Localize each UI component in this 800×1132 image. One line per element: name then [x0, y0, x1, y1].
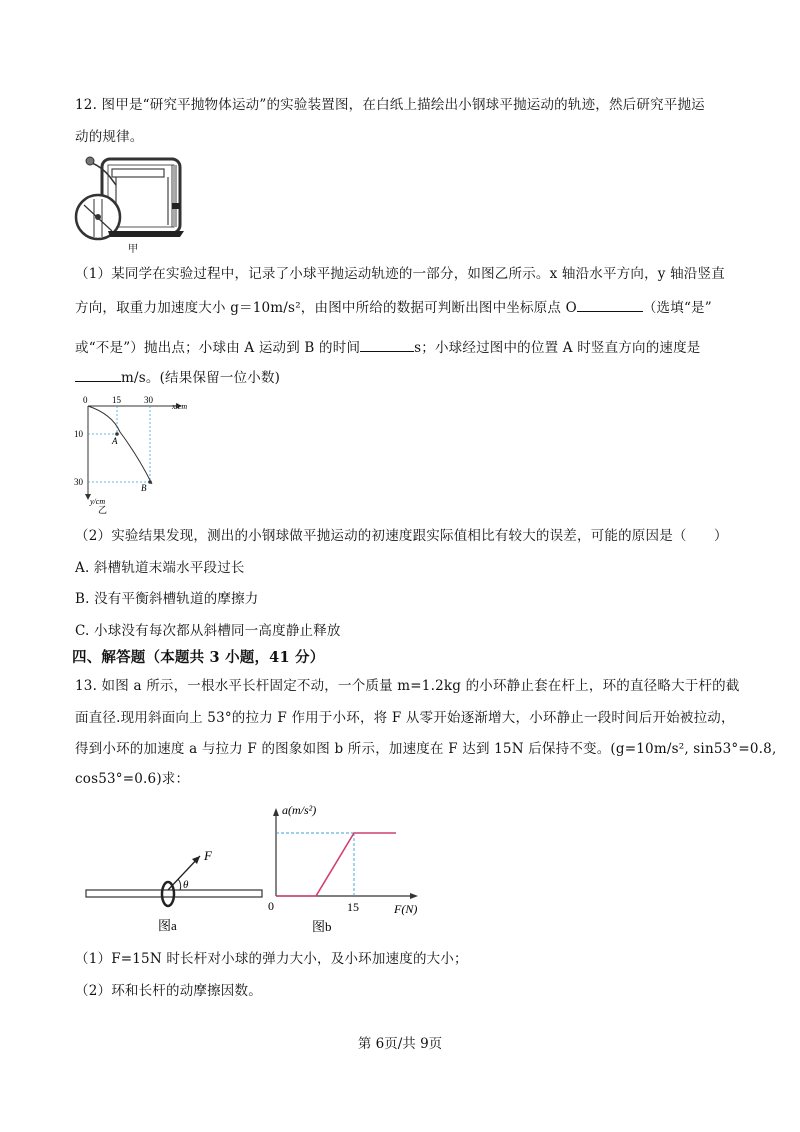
origin-label: 0: [83, 395, 88, 405]
a-axis-label: a(m/s²): [282, 803, 317, 817]
q13-text-line-1: 13. 如图 a 所示，一根水平长杆固定不动，一个质量 m=1.2kg 的小环静止套在杆上，环的直径略大于杆的截: [75, 678, 740, 694]
option-a[interactable]: A. 斜槽轨道末端水平段过长: [75, 560, 245, 576]
answer-blank-origin[interactable]: [577, 297, 643, 312]
q12-part1-line-4: [75, 367, 280, 388]
option-c[interactable]: C. 小球没有每次都从斜槽同一高度静止释放: [75, 623, 341, 639]
q12-part1-line-1: （1）某同学在实验过程中，记录了小球平抛运动轨迹的一部分，如图乙所示。x 轴沿水平方向，y 轴沿竖直: [75, 266, 725, 282]
q12-text-line-1: 12. 图甲是“研究平抛物体运动”的实验装置图，在白纸上描绘出小钢球平抛运动的轨迹，然后研究平抛运: [75, 97, 705, 113]
figure-b-x-tick: 15: [347, 900, 359, 914]
trajectory-curve: [88, 406, 152, 484]
q13-subquestion-2: （2）环和长杆的动摩擦因数。: [75, 983, 262, 999]
option-b[interactable]: B. 没有平衡斜槽轨道的摩擦力: [75, 591, 259, 607]
q12-text-line-2: 动的规律。: [75, 129, 144, 145]
answer-blank-velocity[interactable]: [75, 367, 121, 382]
q12-part1-line-3-a: 或“不是”）抛出点；小球由 A 运动到 B 的时间: [75, 340, 361, 356]
steel-ball: [86, 157, 94, 165]
figure-b-a-f-graph: [262, 800, 442, 940]
a-f-graph-line: [276, 833, 396, 896]
q13-text-line-4: cos53°=0.6)求：: [75, 771, 190, 787]
point-b-marker: [148, 480, 152, 484]
figure-jia-apparatus: [72, 155, 192, 255]
figure-yi-caption: 乙: [98, 505, 108, 514]
figure-yi-trajectory: [72, 392, 212, 514]
q12-part1-line-3-b: s；小球经过图中的位置 A 时竖直方向的速度是: [414, 340, 701, 356]
y-tick-30: 30: [74, 477, 83, 487]
y-tick-10: 10: [74, 429, 83, 439]
figure-b-origin: 0: [268, 899, 274, 913]
q12-part1-line-3: [75, 337, 701, 358]
answer-blank-time[interactable]: [360, 337, 414, 352]
angle-label: θ: [183, 879, 189, 891]
q12-part1-line-2: [75, 297, 712, 318]
q12-part1-line-2-b: （选填“是”: [642, 300, 712, 316]
figure-jia-label: 甲: [128, 244, 138, 255]
q13-text-line-2: 面直径.现用斜面向上 53°的拉力 F 作用于小环，将 F 从零开始逐渐增大，小环静止一段时间后开始被拉动，: [75, 710, 735, 726]
figure-a-ring-rod: [84, 838, 264, 938]
q13-subquestion-1: （1）F=15N 时长杆对小球的弹力大小，及小环加速度的大小；: [75, 951, 468, 967]
q13-text-line-3: 得到小环的加速度 a 与拉力 F 的图象如图 b 所示，加速度在 F 达到 15N 后保持不变。(g=10m/s², sin53°=0.8,: [75, 741, 777, 757]
q12-part1-line-2-a: 方向，取重力加速度大小 g＝10m/s²，由图中所给的数据可判断出图中坐标原点 O: [75, 300, 577, 316]
figure-b-caption: 图b: [312, 919, 332, 934]
q12-part1-line-4-text: m/s。(结果保留一位小数): [121, 370, 281, 386]
y-axis-label: y/cm: [90, 497, 106, 506]
figure-a-caption: 图a: [158, 918, 177, 933]
x-tick-30: 30: [144, 395, 153, 405]
page-footer: 第 6页/共 9页: [357, 1036, 443, 1052]
point-b-label: B: [141, 483, 147, 493]
force-label: F: [204, 848, 212, 863]
q12-part2-text: （2）实验结果发现，测出的小钢球做平抛运动的初速度跟实际值相比有较大的误差，可能的原因是（ ）: [75, 528, 728, 544]
section-4-heading: 四、解答题（本题共 3 小题，41 分）: [72, 649, 325, 666]
f-axis-label: F(N): [394, 902, 418, 916]
x-tick-15: 15: [112, 395, 121, 405]
x-axis-label: x/cm: [172, 402, 188, 411]
point-a-label: A: [112, 436, 118, 446]
